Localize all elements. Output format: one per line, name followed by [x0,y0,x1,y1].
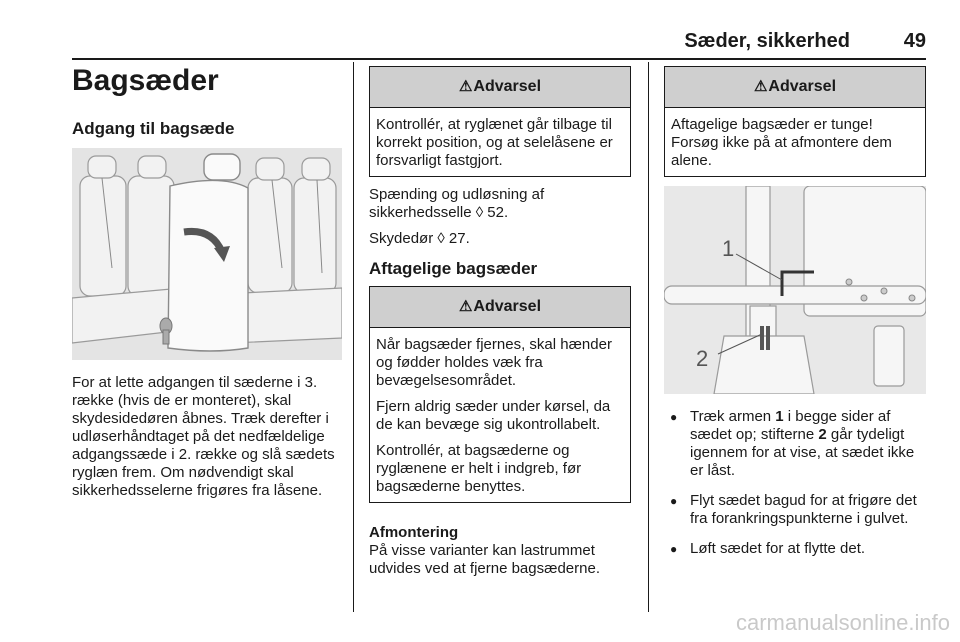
bullet-icon: ● [670,410,678,424]
seat-release-illustration [664,186,926,394]
column-divider-1 [353,62,354,612]
warning-box-1 [369,66,631,177]
warning-title: Advarsel [473,298,542,315]
seatbelt-reference: Spænding og udløsning af sikkerhedsselle ◊ 52. [369,186,545,221]
callout-2: 2 [696,346,709,371]
list-item: ● Træk armen 1 i begge sider af sædet op; stifterne 2 går tydeligt igennem for at vise, at sædet ikke er låst. [670,408,915,479]
warning-text: Kontrollér, at bagsæderne og ryglænene er helt i indgreb, før bagsæderne benyttes. [376,442,582,495]
warning-box-2 [369,286,631,503]
warning-text: Kontrollér, at ryglænet går tilbage til korrekt position, og at selelåsene er forsvarligt fastgjort. [376,116,613,169]
warning-text: Når bagsæder fjernes, skal hænder og fødder holdes væk fra bevægelsesområdet. [376,336,612,389]
warning-triangle-icon: ⚠ [753,78,768,95]
column-divider-2 [648,62,649,612]
warning-title: Advarsel [473,78,542,95]
left-body-text: For at lette adgangen til sæderne i 3. række (hvis de er monteret), skal skydesidedøren åbnes. Træk derefter i udløserhåndtaget på det nedfældelige adgangssæde i 2. række og slå sædets ryglæn frem. Om nødvendigt skal sikkerhedsselerne frigøres fra låsene. [72,374,335,499]
warning-triangle-icon: ⚠ [458,78,473,95]
warning-header [665,67,925,108]
page-number: 49 [903,30,926,52]
bullet-icon: ● [670,542,678,556]
bullet-icon: ● [670,494,678,508]
warning-title: Advarsel [768,78,837,95]
list-item: ● Flyt sædet bagud for at frigøre det fra forankringspunkterne i gulvet. [670,492,917,527]
header-rule [72,58,926,60]
warning-text: Aftagelige bagsæder er tunge! Forsøg ikke på at afmontere dem alene. [671,116,892,169]
sliding-door-reference: Skydedør ◊ 27. [369,230,470,247]
removal-heading: Afmontering [369,524,459,541]
watermark: carmanualsonline.info [735,610,950,635]
list-item: ● Løft sædet for at flytte det. [670,540,866,557]
warning-header [370,67,630,108]
section-heading: Bagsæder [72,64,219,97]
removable-seats-heading: Aftagelige bagsæder [369,259,538,278]
subsection-heading: Adgang til bagsæde [72,119,235,138]
warning-text: Fjern aldrig sæder under kørsel, da de kan bevæge sig ukontrollabelt. [376,398,611,433]
warning-box-3 [664,66,926,177]
warning-triangle-icon: ⚠ [458,298,473,315]
instruction-list [670,408,928,570]
warning-header [370,287,630,328]
removal-text: På visse varianter kan lastrummet udvides ved at fjerne bagsæderne. [369,542,600,577]
rear-seat-illustration [72,148,342,360]
callout-1: 1 [722,236,735,261]
page-header-title: Sæder, sikkerhed [684,30,850,52]
